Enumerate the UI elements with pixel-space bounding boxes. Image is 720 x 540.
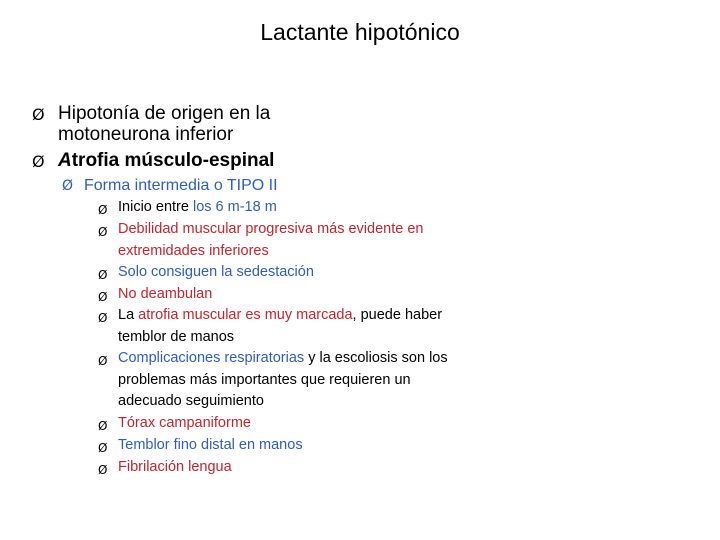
slide-title: Lactante hipotónico	[260, 19, 460, 45]
bullet-forma-intermedia	[62, 176, 362, 195]
bullet-complicaciones-part-a: Complicaciones respiratorias	[118, 350, 309, 366]
arrow-bullet-icon: Ø	[98, 203, 108, 217]
bullet-complicaciones-part-b: y la escoliosis son los problemas más importantes que requieren un adecuado seguimiento	[118, 350, 448, 409]
bullet-inicio	[98, 197, 458, 219]
arrow-bullet-icon: Ø	[98, 419, 108, 433]
bullet-torax-text: Tórax campaniforme	[118, 415, 251, 431]
bullet-inicio-part-b: los 6 m-18 m	[192, 199, 277, 215]
bullet-forma-intermedia-text: Forma intermedia o TIPO II	[84, 177, 278, 194]
arrow-bullet-icon: Ø	[98, 354, 108, 368]
bullet-hipotonia-text: Hipotonía de origen en la motoneurona inferior	[58, 103, 271, 145]
arrow-bullet-icon: Ø	[32, 152, 45, 171]
bullet-atrofia-muscular-part-c: , puede haber temblor de manos	[118, 307, 443, 345]
bullet-hipotonia	[32, 103, 352, 145]
bullet-torax	[98, 413, 458, 435]
bullet-inicio-part-a: Inicio entre	[118, 199, 193, 215]
arrow-bullet-icon: Ø	[98, 441, 108, 455]
bullet-atrofia-initial: A	[58, 150, 72, 171]
arrow-bullet-icon: Ø	[98, 268, 108, 282]
bullet-fibrilacion-text: Fibrilación lengua	[118, 459, 232, 475]
bullet-sedestacion-text: Solo consiguen la sedestación	[118, 264, 314, 280]
arrow-bullet-icon: Ø	[62, 178, 74, 194]
arrow-bullet-icon: Ø	[32, 105, 45, 124]
bullet-atrofia-muscular-text	[98, 305, 458, 348]
arrow-bullet-icon: Ø	[98, 311, 108, 325]
bullet-fibrilacion	[98, 457, 458, 479]
bullet-complicaciones	[98, 348, 458, 413]
bullet-atrofia	[32, 150, 352, 171]
bullet-temblor	[98, 435, 458, 457]
bullet-debilidad-text: Debilidad muscular progresiva más evidente en extremidades inferiores	[118, 221, 424, 259]
bullet-deambulan	[98, 284, 458, 306]
bullet-deambulan-text: No deambulan	[118, 286, 213, 302]
bullet-debilidad	[98, 219, 458, 262]
bullet-atrofia-muscular-part-b: atrofia muscular es muy marcada	[138, 307, 353, 323]
bullet-sedestacion	[98, 262, 458, 284]
bullet-atrofia-muscular	[98, 305, 458, 348]
arrow-bullet-icon: Ø	[98, 225, 108, 239]
bullet-temblor-text: Temblor fino distal en manos	[118, 437, 303, 453]
bullet-inicio-text	[98, 197, 458, 219]
bullet-atrofia-rest: trofia músculo-espinal	[71, 150, 275, 171]
bullet-atrofia-text	[32, 150, 352, 171]
bullet-complicaciones-text	[98, 348, 458, 413]
bullet-atrofia-muscular-part-a: La	[118, 307, 139, 323]
arrow-bullet-icon: Ø	[98, 463, 108, 477]
arrow-bullet-icon: Ø	[98, 290, 108, 304]
